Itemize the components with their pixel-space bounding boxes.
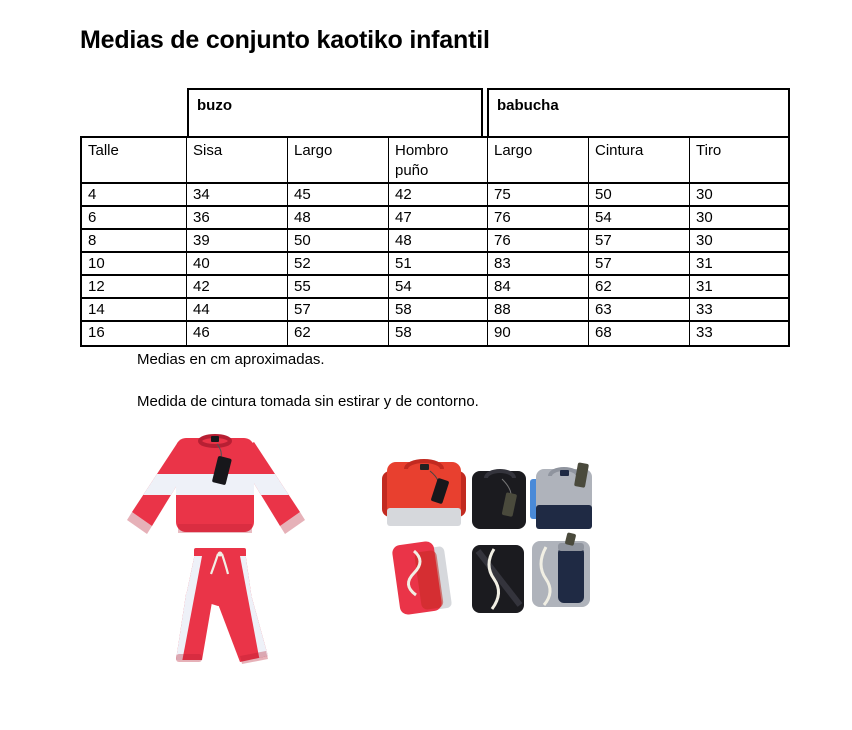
size-cell: 36 (187, 207, 288, 230)
size-cell: 33 (690, 299, 788, 322)
folded-sets-photo (380, 455, 598, 623)
size-cell: 34 (187, 184, 288, 207)
page-title: Medias de conjunto kaotiko infantil (80, 26, 490, 54)
size-cell: 52 (288, 253, 389, 276)
jogger-pants-graphic (172, 548, 270, 664)
column-header-talle: Talle (82, 138, 187, 184)
size-cell: 48 (288, 207, 389, 230)
size-cell: 16 (82, 322, 187, 345)
size-cell: 58 (389, 299, 488, 322)
size-cell: 42 (187, 276, 288, 299)
folded-pants-red (391, 540, 452, 615)
folded-pants-black (472, 545, 524, 613)
size-cell: 30 (690, 230, 788, 253)
size-cell: 55 (288, 276, 389, 299)
size-cell: 6 (82, 207, 187, 230)
size-cell: 75 (488, 184, 589, 207)
size-cell: 50 (288, 230, 389, 253)
size-cell: 44 (187, 299, 288, 322)
neck-label-icon (560, 470, 569, 476)
size-cell: 62 (589, 276, 690, 299)
size-cell: 76 (488, 207, 589, 230)
neck-label-icon (420, 464, 429, 470)
size-cell: 51 (389, 253, 488, 276)
sweatshirt-graphic (124, 436, 308, 534)
size-cell: 42 (389, 184, 488, 207)
size-cell: 57 (589, 230, 690, 253)
size-cell: 90 (488, 322, 589, 345)
size-cell: 33 (696, 324, 713, 341)
size-cell: 47 (389, 207, 488, 230)
group-header-buzo: buzo (187, 88, 483, 138)
size-cell: 88 (488, 299, 589, 322)
column-header-largo-babucha: Largo (488, 138, 589, 184)
size-cell: 39 (187, 230, 288, 253)
size-cell: 48 (389, 230, 488, 253)
size-cell: 76 (488, 230, 589, 253)
column-header-cintura: Cintura (589, 138, 690, 184)
size-cell: 54 (589, 207, 690, 230)
folded-top-red (382, 461, 466, 526)
size-cell: 54 (389, 276, 488, 299)
size-cell: 4 (82, 184, 187, 207)
folded-top-gray (530, 462, 592, 529)
size-cell: 62 (288, 322, 389, 345)
note-waist-measurement: Medida de cintura tomada sin estirar y de contorno. (137, 393, 479, 410)
size-cell: 10 (82, 253, 187, 276)
table-group-header-row (80, 88, 790, 138)
size-cell: 46 (187, 322, 288, 345)
size-cell: 8 (82, 230, 187, 253)
size-cell: 57 (589, 253, 690, 276)
size-cell: 83 (488, 253, 589, 276)
size-cell: 30 (690, 207, 788, 230)
size-cell: 40 (187, 253, 288, 276)
column-header-tiro: Tiro (690, 138, 788, 184)
folded-pants-gray (532, 532, 590, 607)
size-cell: 58 (389, 322, 488, 345)
column-header-sisa: Sisa (187, 138, 288, 184)
group-header-spacer (80, 88, 187, 138)
size-cell: 45 (288, 184, 389, 207)
size-table (80, 136, 790, 347)
group-header-babucha: babucha (487, 88, 790, 138)
size-cell: 63 (589, 299, 690, 322)
tracksuit-photo (118, 430, 313, 675)
size-cell: 84 (488, 276, 589, 299)
folded-top-black (472, 471, 526, 529)
size-cell: 14 (82, 299, 187, 322)
column-header-hombro-puno: Hombro puño (389, 138, 488, 184)
note-measurements-cm: Medias en cm aproximadas. (137, 351, 325, 368)
size-cell: 57 (288, 299, 389, 322)
column-header-largo-buzo: Largo (288, 138, 389, 184)
size-cell: 31 (690, 253, 788, 276)
size-cell: 68 (589, 322, 690, 345)
neck-label-icon (211, 436, 219, 442)
size-cell: 50 (589, 184, 690, 207)
size-cell: 31 (690, 276, 788, 299)
size-cell: 12 (82, 276, 187, 299)
size-cell: 30 (690, 184, 788, 207)
